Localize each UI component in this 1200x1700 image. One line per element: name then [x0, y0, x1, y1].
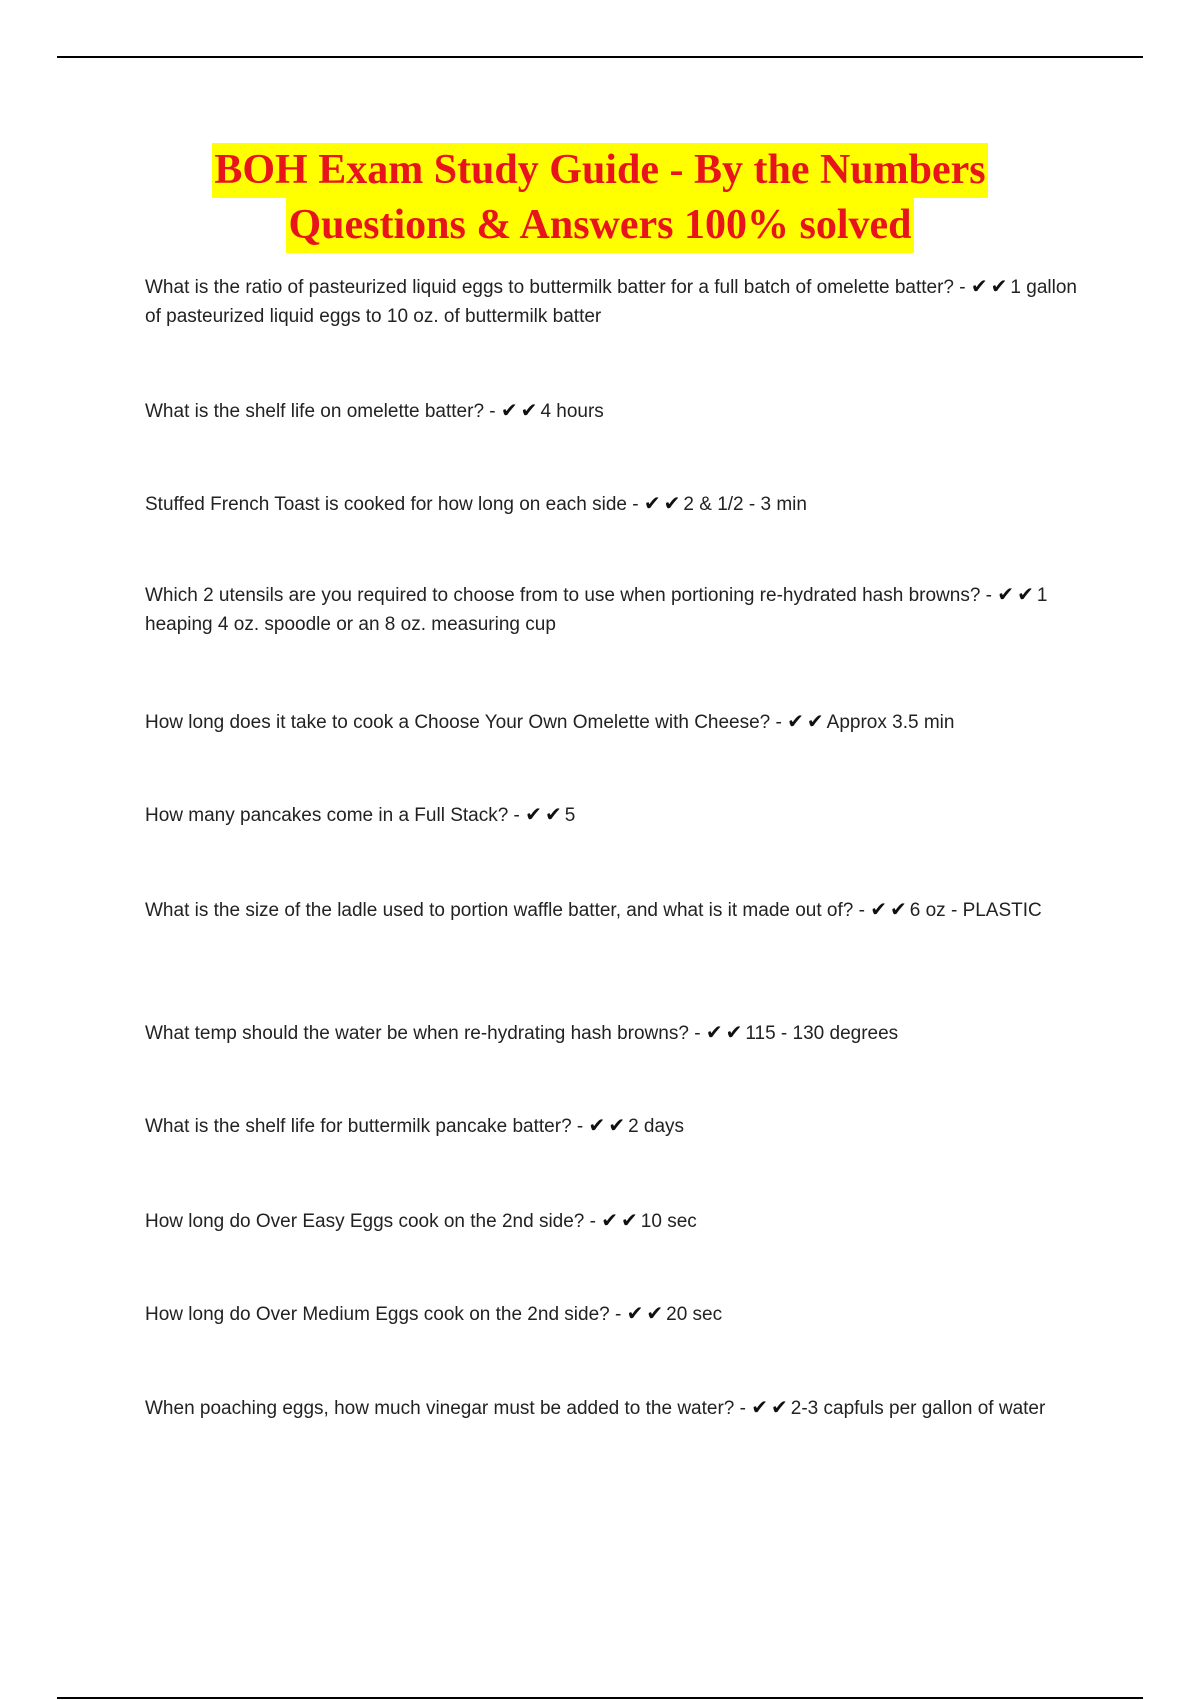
question-text: Which 2 utensils are you required to choose from to use when portioning re-hydrated hash browns? - [145, 585, 993, 606]
check-icon: ✔ [500, 398, 518, 422]
answer-text: 4 hours [540, 401, 604, 422]
check-icon: ✔ [1017, 582, 1034, 606]
qa-item-ratio [145, 272, 1085, 331]
question-text: What is the size of the ladle used to portion waffle batter, and what is it made out of? - [145, 900, 865, 921]
check-icon: ✔ [751, 1395, 769, 1419]
question-text: What is the shelf life on omelette batter? - [145, 401, 496, 422]
qa-item-omelette-shelf-life [145, 396, 1085, 426]
question-text: What is the ratio of pasteurized liquid eggs to buttermilk batter for a full batch of omelette batter? - [145, 277, 966, 298]
qa-item-water-temp [145, 1018, 1085, 1048]
check-icon: ✔ [588, 1113, 606, 1137]
check-icon: ✔ [997, 582, 1015, 606]
answer-text: 1 heaping 4 oz. spoodle or an 8 oz. measuring cup [145, 585, 1048, 635]
answer-text: 2 days [628, 1116, 685, 1137]
answer-text: Approx 3.5 min [826, 712, 955, 733]
question-text: What is the shelf life for buttermilk pancake batter? - [145, 1116, 584, 1137]
qa-item-poaching-vinegar [145, 1393, 1085, 1423]
question-text: How many pancakes come in a Full Stack? - [145, 805, 520, 826]
answer-text: 115 - 130 degrees [745, 1023, 899, 1044]
check-icon: ✔ [890, 897, 907, 921]
check-icon: ✔ [520, 398, 538, 422]
qa-item-over-easy [145, 1206, 1085, 1236]
check-icon: ✔ [626, 1301, 644, 1325]
qa-item-waffle-ladle [145, 895, 1085, 925]
qa-item-omelette-cook-time [145, 707, 1085, 737]
qa-item-french-toast [145, 489, 1085, 519]
check-icon: ✔ [771, 1395, 788, 1419]
answer-text: 20 sec [666, 1304, 723, 1325]
qa-item-over-medium [145, 1299, 1085, 1329]
bottom-rule [57, 1697, 1143, 1699]
question-text: Stuffed French Toast is cooked for how long on each side - [145, 494, 639, 515]
check-icon: ✔ [646, 1301, 664, 1325]
check-icon: ✔ [525, 802, 542, 826]
answer-text: 5 [564, 805, 576, 826]
qa-item-hash-brown-utensils [145, 580, 1085, 639]
check-icon: ✔ [608, 1113, 626, 1137]
answer-text: 10 sec [640, 1211, 697, 1232]
question-text: How long do Over Easy Eggs cook on the 2nd side? - [145, 1211, 596, 1232]
question-text: How long do Over Medium Eggs cook on the 2nd side? - [145, 1304, 622, 1325]
check-icon: ✔ [544, 802, 562, 826]
check-icon: ✔ [787, 709, 804, 733]
qa-item-pancake-shelf-life [145, 1111, 1085, 1141]
check-icon: ✔ [870, 897, 887, 921]
check-icon: ✔ [663, 491, 681, 515]
check-icon: ✔ [643, 491, 661, 515]
check-icon: ✔ [990, 274, 1008, 298]
check-icon: ✔ [970, 274, 988, 298]
check-icon: ✔ [725, 1020, 743, 1044]
question-text: When poaching eggs, how much vinegar must be added to the water? - [145, 1398, 746, 1419]
check-icon: ✔ [621, 1208, 638, 1232]
title-line-2: Questions & Answers 100% solved [286, 198, 913, 253]
question-text: What temp should the water be when re-hydrating hash browns? - [145, 1023, 701, 1044]
check-icon: ✔ [705, 1020, 723, 1044]
answer-text: 6 oz - PLASTIC [909, 900, 1042, 921]
check-icon: ✔ [601, 1208, 619, 1232]
check-icon: ✔ [806, 709, 824, 733]
answer-text: 2-3 capfuls per gallon of water [790, 1398, 1046, 1419]
answer-text: 1 gallon of pasteurized liquid eggs to 10 oz. of buttermilk batter [145, 277, 1077, 327]
answer-text: 2 & 1/2 - 3 min [683, 494, 807, 515]
qa-item-full-stack [145, 800, 1085, 830]
title-line-1: BOH Exam Study Guide - By the Numbers [212, 143, 987, 198]
question-text: How long does it take to cook a Choose Your Own Omelette with Cheese? - [145, 712, 782, 733]
